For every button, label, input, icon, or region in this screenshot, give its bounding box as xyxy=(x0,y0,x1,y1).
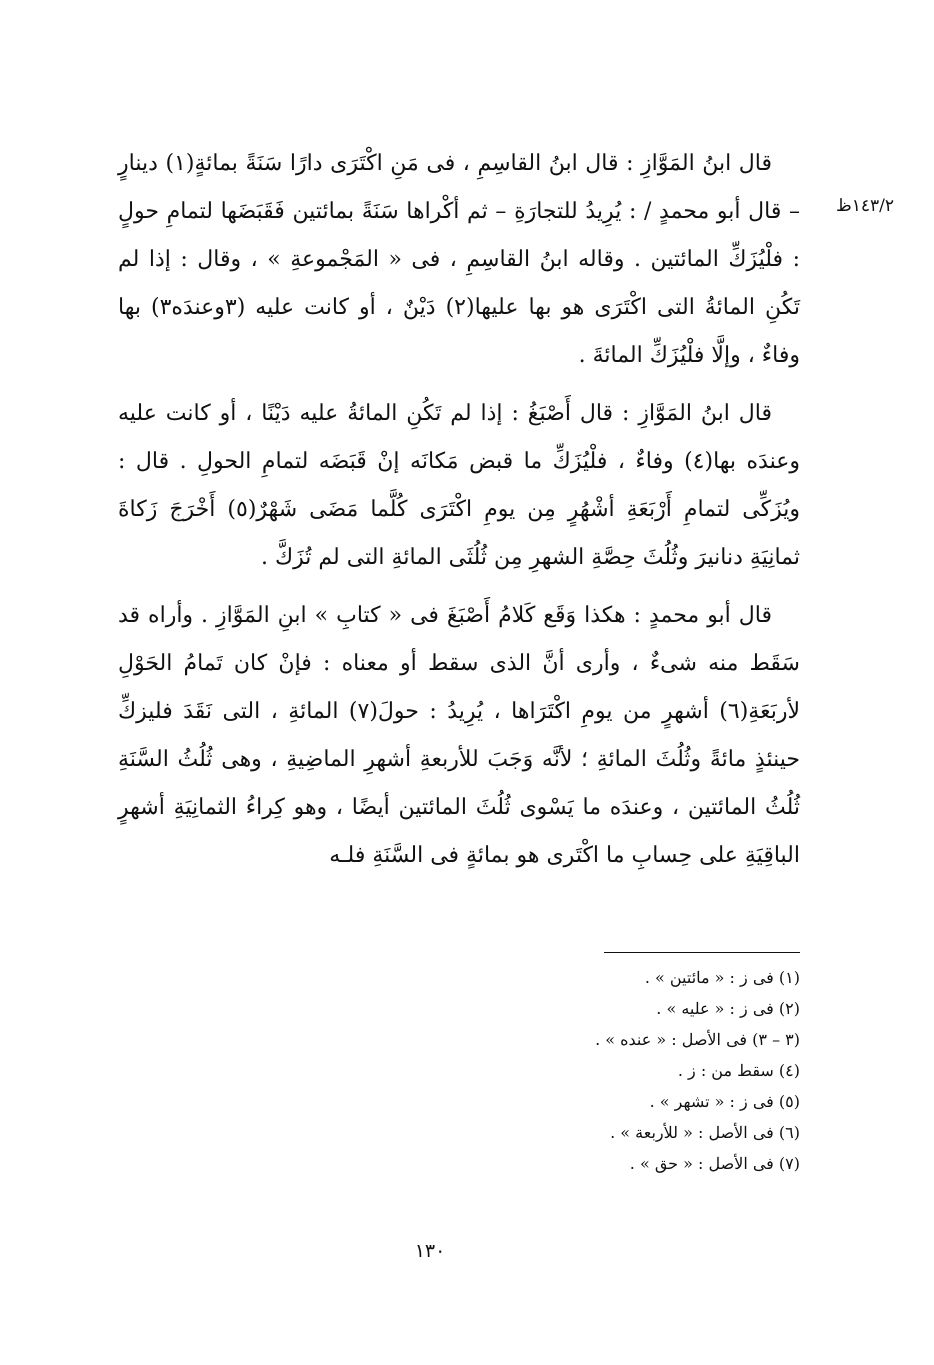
footnote-2: (٢) فى ز : « عليه » . xyxy=(656,999,800,1018)
footnote-7: (٧) فى الأصل : « حق » . xyxy=(629,1154,800,1173)
footnote-3: (٣ – ٣) فى الأصل : « عنده » . xyxy=(595,1030,800,1049)
paragraph-1: قال ابنُ المَوَّازِ : قال ابنُ القاسِمِ ، فى مَنِ اكْتَرَى دارًا سَنَةً بمائةٍ(١) دينارٍ – قال أبو محمدٍ / : يُرِيدُ للتجارَةِ – ثم أكْراها سَنَةً بمائتين فَقَبَضَها لتمامِ حولٍ : فلْيُزَكِّ المائتين . وقاله ابنُ القاسِمِ ، فى « المَجْموعةِ » ، وقال : إذا لم تَكُنِ المائةُ التى اكْتَرَى هو بها عليها(٢) دَيْنٌ ، أو كانت عليه (٣وعندَه٣) بها وفاءٌ ، وإلَّا فلْيُزَكِّ المائةَ . xyxy=(118,151,800,368)
page-number: ١٣٠ xyxy=(414,1240,446,1262)
footnote-5: (٥) فى ز : « تشهر » . xyxy=(649,1092,800,1111)
footnote-4: (٤) سقط من : ز . xyxy=(677,1061,800,1080)
manuscript-folio-note: ١٤٣/٢ظ xyxy=(836,196,894,216)
footnote-separator xyxy=(604,952,800,953)
main-text xyxy=(118,140,800,890)
paragraph-3: قال أبو محمدٍ : هكذا وَقَع كَلامُ أَصْبَغَ فى « كتابِ » ابنِ المَوَّازِ . وأراه قد سَقَط منه شىءٌ ، وأرى أنَّ الذى سقط أو معناه : فإنْ كان تَمامُ الحَوْلِ لأربَعَةِ(٦) أشهرٍ من يومِ اكْتَرَاها ، يُرِيدُ : حولَ(٧) المائةِ ، التى نَقَدَ فليزكِّ حينئذٍ مائةً وثُلُثَ المائةِ ؛ لأنَّه وَجَبَ للأربعةِ أشهرِ الماضِيةِ ، وهى ثُلُثُ السَّنَةِ ثُلُثُ المائتين ، وعندَه ما يَسْوى ثُلُثَ المائتين أيضًا ، وهو كِراءُ الثمانِيَةِ أشهرٍ الباقِيَةِ على حِسابِ ما اكْتَرى هو بمائةٍ فى السَّنَةِ فلـه xyxy=(118,603,800,868)
footnote-6: (٦) فى الأصل : « للأربعة » . xyxy=(610,1123,800,1142)
paragraph-2: قال ابنُ المَوَّازِ : قال أَصْبَغُ : إذا لم تَكُنِ المائةُ عليه دَيْنًا ، أو كانت عليه وعندَه بها(٤) وفاءٌ ، فلْيُزَكِّ ما قبض مَكانَه إنْ قَبَضَه لتمامِ الحولِ . قال : ويُزَكِّى لتمامِ أَرْبَعَةِ أشْهُرٍ مِن يومِ اكْتَرَى كُلَّما مَضَى شَهْرٌ(٥) أَخْرَجَ زَكاةَ ثمانِيَةِ دنانيرَ وثُلُثَ حِصَّةِ الشهرِ مِن ثُلُثَى المائةِ التى لم تُزَكَّ . xyxy=(118,401,801,570)
footnote-1: (١) فى ز : « مائتين » . xyxy=(644,968,800,987)
footnotes-list xyxy=(420,962,800,1179)
